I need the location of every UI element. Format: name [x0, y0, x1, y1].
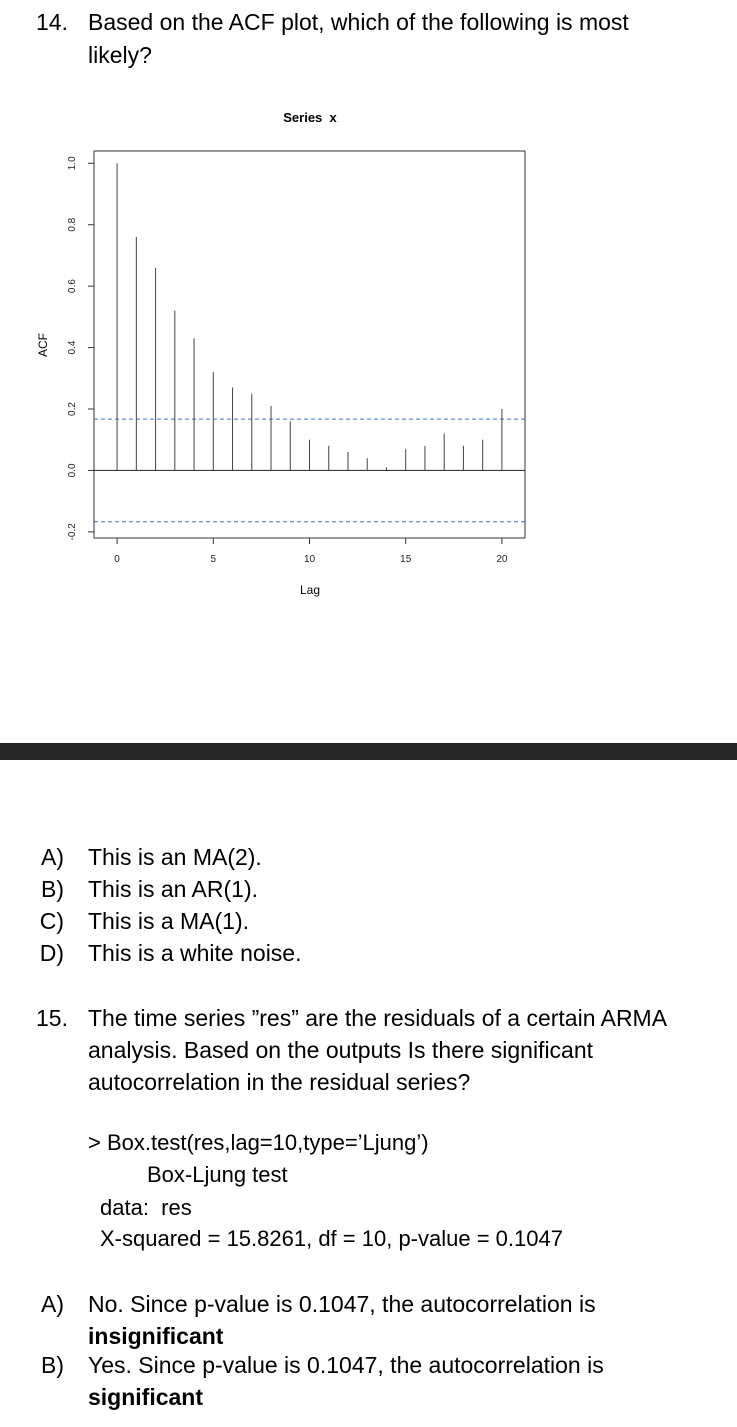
x-tick-label-20: 20 [496, 554, 508, 565]
q15-option-a[interactable] [0, 1288, 737, 1352]
question-15-line-1: The time series ”res” are the residuals of a certain ARMA [88, 1005, 668, 1031]
question-14-line-1: Based on the ACF plot, which of the following is most [88, 9, 629, 35]
y-tick-label-3: 0.4 [67, 340, 78, 355]
q14-option-c-label: C) [39, 908, 64, 934]
q14-option-d-text: This is a white noise. [88, 940, 302, 966]
acf-chart [0, 95, 737, 615]
x-axis-label: Lag [299, 583, 321, 597]
q14-option-a-text: This is an MA(2). [88, 844, 262, 870]
y-tick-label-2: 0.2 [67, 402, 78, 416]
q15-option-a-label: A) [41, 1291, 64, 1317]
x-tick-label-10: 10 [303, 554, 316, 565]
y-axis-label: ACF [36, 333, 50, 357]
q14-option-b-text: This is an AR(1). [88, 876, 258, 902]
y-tick-label-6: 1.0 [67, 156, 78, 171]
x-tick-label-5: 5 [210, 554, 217, 565]
plot-frame [94, 151, 525, 538]
plot-layer [67, 156, 525, 565]
question-15-line-2: analysis. Based on the outputs Is there significant [88, 1037, 594, 1063]
box-test-result: X-squared = 15.8261, df = 10, p-value = 0.1047 [100, 1226, 563, 1251]
y-tick-label-5: 0.8 [67, 217, 78, 232]
q14-option-c[interactable] [0, 905, 737, 937]
question-15-number: 15. [36, 1005, 68, 1031]
question-14 [0, 6, 737, 70]
page-divider [0, 743, 737, 760]
q14-option-a-label: A) [41, 844, 64, 870]
q15-option-a-bold: insignificant [88, 1323, 224, 1349]
q15-option-a-text: No. Since p-value is 0.1047, the autocorrelation is [88, 1291, 596, 1317]
q14-option-d-label: D) [39, 940, 64, 966]
question-14-number: 14. [36, 9, 68, 35]
box-test-title: Box-Ljung test [147, 1162, 288, 1187]
y-tick-label-4: 0.6 [67, 279, 78, 294]
q14-option-b-label: B) [41, 876, 64, 902]
q14-option-a[interactable] [0, 841, 737, 873]
question-15-line-3: autocorrelation in the residual series? [88, 1069, 471, 1095]
q14-option-c-text: This is a MA(1). [88, 908, 250, 934]
x-tick-label-0: 0 [114, 554, 120, 565]
y-tick-label-0: -0.2 [67, 523, 78, 541]
box-test-command: > Box.test(res,lag=10,type=’Ljung’) [88, 1130, 429, 1155]
q15-option-b-bold: significant [88, 1384, 204, 1410]
y-tick-label-1: 0.0 [67, 463, 78, 478]
q15-option-b[interactable] [0, 1349, 737, 1413]
chart-title: Series x [283, 110, 337, 125]
q14-option-d[interactable] [0, 937, 737, 969]
question-14-line-2: likely? [88, 42, 152, 68]
box-test-data: data: res [100, 1195, 192, 1220]
question-15 [0, 1002, 737, 1098]
x-tick-label-15: 15 [400, 554, 412, 565]
q15-option-b-label: B) [41, 1352, 64, 1378]
q14-option-b[interactable] [0, 873, 737, 905]
q15-option-b-text: Yes. Since p-value is 0.1047, the autocorrelation is [88, 1352, 604, 1378]
